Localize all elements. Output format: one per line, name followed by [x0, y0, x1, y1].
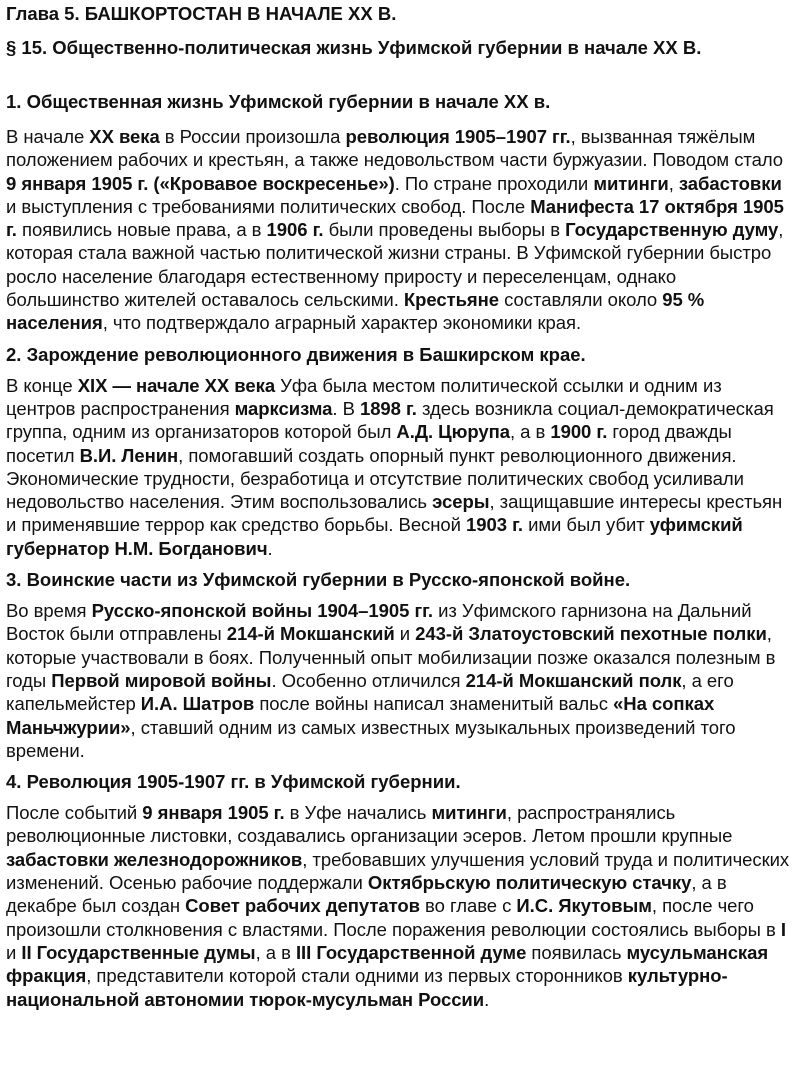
text-run: , которая стала важной частью политической жизни страны. В Уфимской губернии быстро росло население благодаря естественному приросту и переселенцам, однако большинство жителей оставалось сельскими. [6, 219, 784, 311]
bold-term: эсеры [432, 491, 490, 513]
text-run: , вызванная тяжёлым положением рабочих и крестьян, а также недовольством части буржуазии. Поводом стало [6, 126, 784, 171]
text-run: . По стране проходили [394, 172, 594, 194]
bold-term: Октябрьскую политическую стачку [367, 872, 692, 894]
text-run: , после чего произошли столкновения с властями. После поражения революции состоялись выборы в [6, 895, 781, 940]
bold-term: И.А. Шатров [140, 693, 255, 715]
bold-term: революция 1905–1907 гг. [345, 126, 571, 147]
text-run: , а в [255, 941, 296, 963]
text-run: ими был убит [523, 514, 650, 536]
text-run: , защищавшие интересы крестьян и применявшие террор как средство борьбы. Весной [6, 491, 783, 536]
bold-term: 1906 г. [266, 219, 324, 241]
section-text-1 [6, 125, 794, 335]
text-run: В конце [6, 374, 78, 396]
text-run: здесь возникла социал-демократическая группа, одним из организаторов которой был [6, 397, 774, 443]
text-run: . Особенно отличился [271, 669, 466, 691]
text-run: в России произошла [159, 126, 346, 147]
bold-term: 243-й Златоустовский пехотные полки [415, 623, 767, 645]
text-run: составляли около [499, 289, 663, 311]
text-run: После событий [6, 802, 143, 824]
text-run: , что подтверждало аграрный характер экономики края. [102, 312, 582, 334]
text-run: , требовавших улучшения условий труда и политических изменений. Осенью рабочие поддержали [6, 848, 790, 894]
bold-term: культурно-национальной автономии тюрок-мусульман России [6, 965, 728, 1010]
text-run: В начале [6, 126, 90, 147]
section-text-3 [6, 599, 794, 762]
text-run: Уфа была местом политической ссылки и одним из центров распространения [6, 374, 722, 419]
bold-term: 9 января 1905 г. [142, 802, 285, 824]
chapter-title: Глава 5. БАШКОРТОСТАН В НАЧАЛЕ XX В. [6, 3, 397, 24]
section-title-2: 2. Зарождение революционного движения в Башкирском крае. [6, 343, 586, 365]
bold-term: 1898 г. [359, 397, 417, 419]
bold-term: 9 января 1905 г. («Кровавое воскресенье») [6, 172, 395, 194]
bold-term: марксизма [234, 397, 333, 419]
text-run: город дважды посетил [6, 421, 732, 466]
bold-term: В.И. Ленин [79, 444, 179, 466]
section-title-4: 4. Революция 1905-1907 гг. в Уфимской губернии. [6, 771, 461, 793]
bold-term: митинги [431, 802, 507, 824]
text-run: в Уфе начались [284, 802, 432, 824]
text-run: , распространялись революционные листовки, создавались организации эсеров. Летом прошли крупные [6, 802, 733, 847]
bold-term: мусульманская фракция [6, 941, 769, 987]
bold-term: Государственную думу [565, 219, 779, 241]
text-run: . В [332, 397, 360, 419]
bold-term: 214-й Мокшанский [226, 623, 395, 645]
text-run: были проведены выборы в [323, 219, 566, 241]
bold-term: Крестьяне [403, 289, 500, 311]
text-run: . [484, 988, 490, 1010]
text-run: появилась [526, 941, 627, 963]
bold-term: I [780, 918, 786, 940]
text-run: . [267, 537, 273, 559]
text-run: , а его капельмейстер [6, 669, 734, 715]
bold-term: 1903 г. [466, 514, 523, 536]
text-run: , [668, 172, 679, 194]
bold-term: II Государственные думы [21, 941, 256, 963]
bold-term: Русско-японской войны 1904–1905 гг. [91, 600, 433, 622]
bold-term: XIX — начале XX века [77, 374, 276, 396]
bold-term: «На сопках Маньчжурии» [6, 693, 715, 738]
bold-term: забастовки [678, 172, 782, 194]
bold-term: забастовки железнодорожников [6, 848, 303, 870]
bold-term: Манифеста 17 октября 1905 г. [6, 195, 784, 241]
text-run: , а в декабре был создан [6, 872, 727, 917]
bold-term: уфимский губернатор Н.М. Богданович [6, 514, 743, 559]
text-run: после войны написал знаменитый вальс [254, 693, 614, 715]
bold-term: А.Д. Цюрупа [396, 421, 510, 443]
bold-term: митинги [593, 172, 669, 194]
paragraph-title: § 15. Общественно-политическая жизнь Уфимской губернии в начале XX В. [6, 37, 702, 58]
bold-term: Совет рабочих депутатов [185, 895, 420, 917]
bold-term: 1900 г. [550, 421, 608, 443]
text-run: , а в [509, 421, 551, 443]
section-text-4 [6, 801, 794, 1011]
bold-term: 214-й Мокшанский полк [465, 669, 682, 691]
text-run: Во время [6, 600, 92, 622]
bold-term: Первой мировой войны [51, 669, 272, 691]
text-run: , ставший одним из самых известных музыкальных произведений того времени. [6, 716, 736, 761]
text-run: и выступления с требованиями политических свобод. После [6, 195, 531, 217]
text-run: появились новые права, а в [16, 219, 267, 241]
text-run: , которые участвовали в боях. Полученный опыт мобилизации позже оказался полезным в годы [6, 623, 776, 691]
section-title-3: 3. Воинские части из Уфимской губернии в Русско-японской войне. [6, 569, 631, 591]
text-run: и [6, 941, 22, 963]
bold-term: 95 % населения [6, 289, 705, 334]
bold-term: И.С. Якутовым [516, 895, 652, 917]
section-title-1: 1. Общественная жизнь Уфимской губернии в начале XX в. [6, 91, 551, 112]
bold-term: XX века [89, 126, 160, 147]
text-run: из Уфимского гарнизона на Дальний Восток были отправлены [6, 600, 752, 645]
text-run: во главе с [419, 895, 517, 917]
bold-term: III Государственной думе [295, 941, 527, 963]
section-text-2 [6, 374, 794, 560]
text-run: , помогавший создать опорный пункт революционного движения. Экономические трудности, безработица и отсутствие политических свобод усиливали недовольство населения. Этим воспользовались [6, 444, 744, 513]
text-run: , представители которой стали одними из первых сторонников [86, 965, 628, 987]
text-run: и [394, 623, 416, 645]
